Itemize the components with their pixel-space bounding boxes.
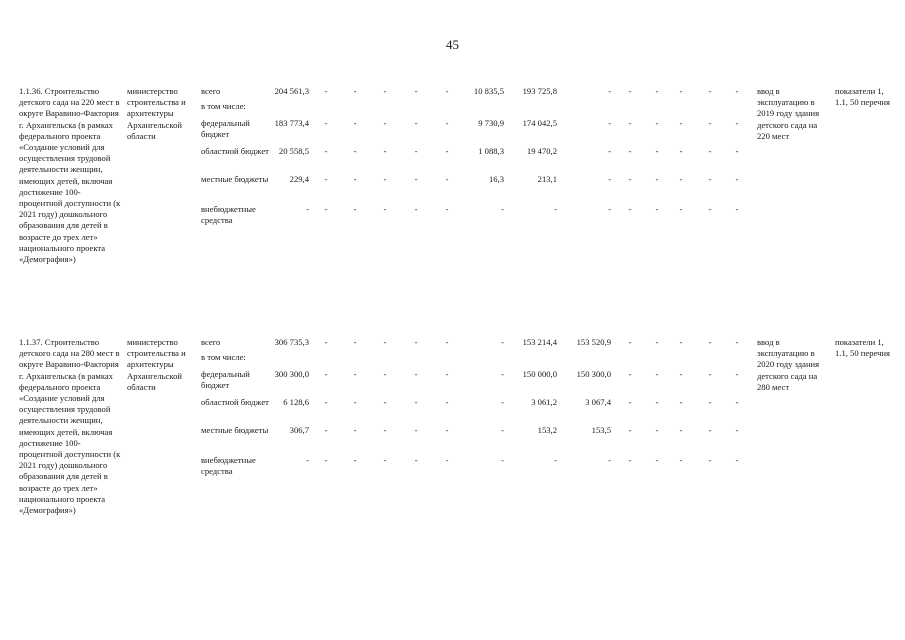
- year-value: -: [501, 204, 504, 214]
- executor: министерство строительства и архитектуры Архангельской области: [127, 86, 186, 141]
- empty-cell-dash: -: [655, 397, 659, 407]
- expected-result: ввод в эксплуатацию в 2020 году здания детского сада на 280 мест: [757, 337, 820, 392]
- empty-cell-dash: -: [735, 146, 739, 156]
- empty-cell-dash: -: [414, 425, 418, 435]
- empty-cell-dash: -: [735, 204, 739, 214]
- funding-source: федеральный бюджет: [201, 118, 250, 140]
- empty-cell-dash: -: [445, 337, 449, 347]
- empty-cell-dash: -: [735, 455, 739, 465]
- empty-cell-dash: -: [655, 204, 659, 214]
- empty-cell-dash: -: [708, 369, 712, 379]
- empty-cell-dash: -: [655, 86, 659, 96]
- empty-cell-dash: -: [735, 369, 739, 379]
- empty-cell-dash: -: [353, 204, 357, 214]
- empty-cell-dash: -: [445, 204, 449, 214]
- empty-cell-dash: -: [708, 337, 712, 347]
- empty-cell-dash: -: [383, 425, 387, 435]
- total-value: 204 561,3: [274, 86, 309, 96]
- year-value: 153 214,4: [522, 337, 557, 347]
- empty-cell-dash: -: [679, 397, 683, 407]
- empty-cell-dash: -: [628, 174, 632, 184]
- empty-cell-dash: -: [414, 118, 418, 128]
- empty-cell-dash: -: [628, 425, 632, 435]
- funding-source: всего: [201, 337, 221, 347]
- year-value: 10 835,5: [473, 86, 504, 96]
- empty-cell-dash: -: [679, 86, 683, 96]
- empty-cell-dash: -: [628, 337, 632, 347]
- total-value: 20 558,5: [278, 146, 309, 156]
- expected-result: ввод в эксплуатацию в 2019 году здания детского сада на 220 мест: [757, 86, 820, 141]
- funding-source: областной бюджет: [201, 397, 269, 407]
- empty-cell-dash: -: [383, 204, 387, 214]
- empty-cell-dash: -: [324, 204, 328, 214]
- empty-cell-dash: -: [708, 425, 712, 435]
- indicators: показатели 1, 1.1, 50 перечня: [835, 86, 890, 108]
- year-value: -: [554, 204, 557, 214]
- total-value: 6 128,6: [283, 397, 309, 407]
- year-value: -: [554, 455, 557, 465]
- activity-name: 1.1.37. Строительство детского сада на 280 мест в округе Варавино-Фактория г. Архангельска (в рамках федерального проекта «Создание условий для осуществления трудовой деятельности женщин, имеющих детей, включая достижение 100-процентной доступности (к 2021 году) дошкольного образования для детей в возрасте до трех лет» национального проекта «Демография»): [19, 337, 121, 516]
- empty-cell-dash: -: [414, 337, 418, 347]
- executor: министерство строительства и архитектуры Архангельской области: [127, 337, 186, 392]
- empty-cell-dash: -: [414, 369, 418, 379]
- year-value: 193 725,8: [522, 86, 557, 96]
- empty-cell-dash: -: [628, 397, 632, 407]
- empty-cell-dash: -: [414, 397, 418, 407]
- empty-cell-dash: -: [383, 146, 387, 156]
- empty-cell-dash: -: [679, 204, 683, 214]
- empty-cell-dash: -: [324, 146, 328, 156]
- indicators: показатели 1, 1.1, 50 перечня: [835, 337, 890, 359]
- year-value: -: [501, 337, 504, 347]
- empty-cell-dash: -: [324, 118, 328, 128]
- empty-cell-dash: -: [383, 369, 387, 379]
- empty-cell-dash: -: [445, 425, 449, 435]
- empty-cell-dash: -: [414, 204, 418, 214]
- empty-cell-dash: -: [735, 86, 739, 96]
- empty-cell-dash: -: [735, 425, 739, 435]
- year-value: 153,5: [591, 425, 611, 435]
- empty-cell-dash: -: [383, 337, 387, 347]
- empty-cell-dash: -: [324, 425, 328, 435]
- year-value: 3 061,2: [531, 397, 557, 407]
- empty-cell-dash: -: [445, 397, 449, 407]
- year-value: 9 730,9: [478, 118, 504, 128]
- empty-cell-dash: -: [414, 455, 418, 465]
- empty-cell-dash: -: [324, 369, 328, 379]
- page-number: 45: [446, 37, 459, 52]
- empty-cell-dash: -: [735, 397, 739, 407]
- year-value: -: [501, 369, 504, 379]
- year-value: -: [501, 455, 504, 465]
- year-value: -: [608, 455, 611, 465]
- total-value: 229,4: [289, 174, 309, 184]
- empty-cell-dash: -: [353, 425, 357, 435]
- empty-cell-dash: -: [383, 118, 387, 128]
- year-value: 153 520,9: [576, 337, 611, 347]
- year-value: -: [608, 146, 611, 156]
- empty-cell-dash: -: [679, 174, 683, 184]
- total-value: 300 300,0: [274, 369, 309, 379]
- empty-cell-dash: -: [655, 337, 659, 347]
- funding-source: местные бюджеты: [201, 425, 269, 435]
- empty-cell-dash: -: [353, 146, 357, 156]
- empty-cell-dash: -: [628, 204, 632, 214]
- empty-cell-dash: -: [655, 369, 659, 379]
- year-value: 213,1: [537, 174, 557, 184]
- empty-cell-dash: -: [383, 174, 387, 184]
- year-value: 1 088,3: [478, 146, 504, 156]
- empty-cell-dash: -: [708, 86, 712, 96]
- empty-cell-dash: -: [445, 369, 449, 379]
- empty-cell-dash: -: [324, 174, 328, 184]
- year-value: -: [608, 174, 611, 184]
- total-value: 183 773,4: [274, 118, 309, 128]
- year-value: -: [501, 425, 504, 435]
- funding-source: областной бюджет: [201, 146, 269, 156]
- empty-cell-dash: -: [628, 369, 632, 379]
- empty-cell-dash: -: [679, 118, 683, 128]
- empty-cell-dash: -: [628, 455, 632, 465]
- empty-cell-dash: -: [655, 425, 659, 435]
- empty-cell-dash: -: [324, 86, 328, 96]
- empty-cell-dash: -: [324, 397, 328, 407]
- empty-cell-dash: -: [445, 118, 449, 128]
- empty-cell-dash: -: [655, 174, 659, 184]
- empty-cell-dash: -: [708, 455, 712, 465]
- year-value: -: [608, 118, 611, 128]
- funding-source: внебюджетные средства: [201, 455, 256, 477]
- empty-cell-dash: -: [353, 86, 357, 96]
- activity-name: 1.1.36. Строительство детского сада на 220 мест в округе Варавино-Фактория г. Архангельска (в рамках федерального проекта «Создание условий для осуществления трудовой деятельности женщин, имеющих детей, включая достижение 100-процентной доступности (к 2021 году) дошкольного образования для детей в возрасте до трех лет» национального проекта «Демография»): [19, 86, 121, 265]
- year-value: 174 042,5: [522, 118, 557, 128]
- empty-cell-dash: -: [414, 146, 418, 156]
- empty-cell-dash: -: [735, 174, 739, 184]
- empty-cell-dash: -: [708, 397, 712, 407]
- year-value: 150 000,0: [522, 369, 557, 379]
- empty-cell-dash: -: [445, 86, 449, 96]
- total-value: 306,7: [289, 425, 309, 435]
- subheading-in-that-number: в том числе:: [201, 101, 246, 111]
- total-value: 306 735,3: [274, 337, 309, 347]
- total-value: -: [306, 204, 309, 214]
- empty-cell-dash: -: [353, 337, 357, 347]
- empty-cell-dash: -: [414, 86, 418, 96]
- empty-cell-dash: -: [445, 174, 449, 184]
- empty-cell-dash: -: [655, 455, 659, 465]
- empty-cell-dash: -: [679, 146, 683, 156]
- empty-cell-dash: -: [353, 118, 357, 128]
- empty-cell-dash: -: [324, 337, 328, 347]
- empty-cell-dash: -: [679, 455, 683, 465]
- empty-cell-dash: -: [679, 369, 683, 379]
- year-value: 150 300,0: [576, 369, 611, 379]
- total-value: -: [306, 455, 309, 465]
- empty-cell-dash: -: [708, 118, 712, 128]
- empty-cell-dash: -: [708, 146, 712, 156]
- funding-source: федеральный бюджет: [201, 369, 250, 391]
- empty-cell-dash: -: [383, 455, 387, 465]
- empty-cell-dash: -: [383, 397, 387, 407]
- subheading-in-that-number: в том числе:: [201, 352, 246, 362]
- activity-block: [0, 86, 905, 326]
- empty-cell-dash: -: [445, 146, 449, 156]
- empty-cell-dash: -: [708, 204, 712, 214]
- empty-cell-dash: -: [655, 118, 659, 128]
- empty-cell-dash: -: [353, 397, 357, 407]
- empty-cell-dash: -: [414, 174, 418, 184]
- empty-cell-dash: -: [324, 455, 328, 465]
- empty-cell-dash: -: [735, 337, 739, 347]
- year-value: 3 067,4: [585, 397, 611, 407]
- empty-cell-dash: -: [383, 86, 387, 96]
- funding-source: внебюджетные средства: [201, 204, 256, 226]
- year-value: -: [501, 397, 504, 407]
- year-value: -: [608, 204, 611, 214]
- empty-cell-dash: -: [679, 425, 683, 435]
- year-value: 16,3: [488, 174, 504, 184]
- empty-cell-dash: -: [353, 369, 357, 379]
- empty-cell-dash: -: [628, 118, 632, 128]
- empty-cell-dash: -: [628, 86, 632, 96]
- empty-cell-dash: -: [628, 146, 632, 156]
- empty-cell-dash: -: [679, 337, 683, 347]
- funding-source: местные бюджеты: [201, 174, 269, 184]
- year-value: 19 470,2: [526, 146, 557, 156]
- empty-cell-dash: -: [655, 146, 659, 156]
- year-value: 153,2: [537, 425, 557, 435]
- empty-cell-dash: -: [735, 118, 739, 128]
- activity-block: [0, 337, 905, 577]
- year-value: -: [608, 86, 611, 96]
- empty-cell-dash: -: [353, 174, 357, 184]
- empty-cell-dash: -: [445, 455, 449, 465]
- funding-source: всего: [201, 86, 221, 96]
- empty-cell-dash: -: [708, 174, 712, 184]
- empty-cell-dash: -: [353, 455, 357, 465]
